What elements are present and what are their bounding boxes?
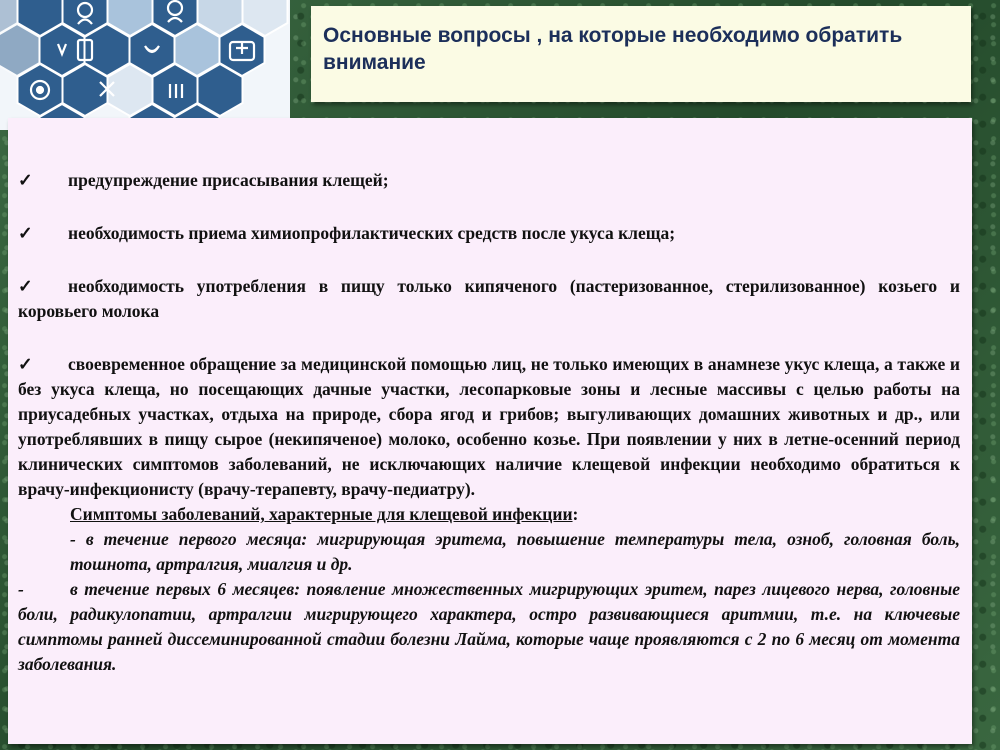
- medical-hexagon-banner: [0, 0, 290, 130]
- medical-hexagon-icon: [0, 0, 290, 130]
- symptom-dash: -: [70, 529, 76, 549]
- title-panel: [311, 6, 971, 102]
- bullet-item: [18, 221, 960, 246]
- symptom-text: в течение первых 6 месяцев: появление множественных мигрирующих эритем, парез лицевого нерва, головные боли, радикулопатии, артралгии мигрирующего характера, остро развивающиеся аритмии, т.е. на ключевые симптомы ранней диссеминированной стадии болезни Лайма, которые чаще проявляются с 2 по 6 месяц от момента заболевания.: [18, 579, 960, 674]
- bullet-item: [18, 274, 960, 324]
- symptom-item: [18, 577, 960, 677]
- symptom-dash: -: [18, 579, 24, 599]
- check-icon: ✓: [18, 170, 33, 190]
- check-icon: ✓: [18, 223, 33, 243]
- bullet-text: предупреждение присасывания клещей;: [68, 170, 389, 190]
- symptoms-heading: Симптомы заболеваний, характерные для клещевой инфекции: [70, 504, 573, 524]
- symptom-text: в течение первого месяца: мигрирующая эритема, повышение температуры тела, озноб, головная боль, тошнота, артралгия, миалгия и др.: [70, 529, 960, 574]
- symptoms-heading-row: [18, 502, 960, 527]
- bullet-text: необходимость приема химиопрофилактических средств после укуса клеща;: [68, 223, 676, 243]
- check-icon: ✓: [18, 354, 33, 374]
- bullet-item: [18, 168, 960, 193]
- page-title: Основные вопросы , на которые необходимо обратить внимание: [323, 24, 903, 74]
- symptoms-heading-colon: :: [572, 504, 579, 524]
- bullet-text: своевременное обращение за медицинской помощью лиц, не только имеющих в анамнезе укус клеща, а также и без укуса клеща, но посещающих дачные участки, лесопарковые зоны и лесные массивы с целью работы на приусадебных участках, отдыха на природе, сбора ягод и грибов; выгуливающих домашних животных и др., или употреблявших в пищу сырое (некипяченое) молоко, особенно козье. При появлении у них в летне-осенний период клинических симптомов заболеваний, не исключающих наличие клещевой инфекции необходимо обратиться к врачу-инфекционисту (врачу-терапевту, врачу-педиатру).: [18, 354, 960, 499]
- bullet-text: необходимость употребления в пищу только кипяченого (пастеризованное, стерилизованное) козьего и коровьего молока: [18, 276, 960, 321]
- symptom-item: [18, 527, 960, 577]
- check-icon: ✓: [18, 276, 33, 296]
- content-panel: [8, 118, 972, 744]
- bullet-item: [18, 352, 960, 502]
